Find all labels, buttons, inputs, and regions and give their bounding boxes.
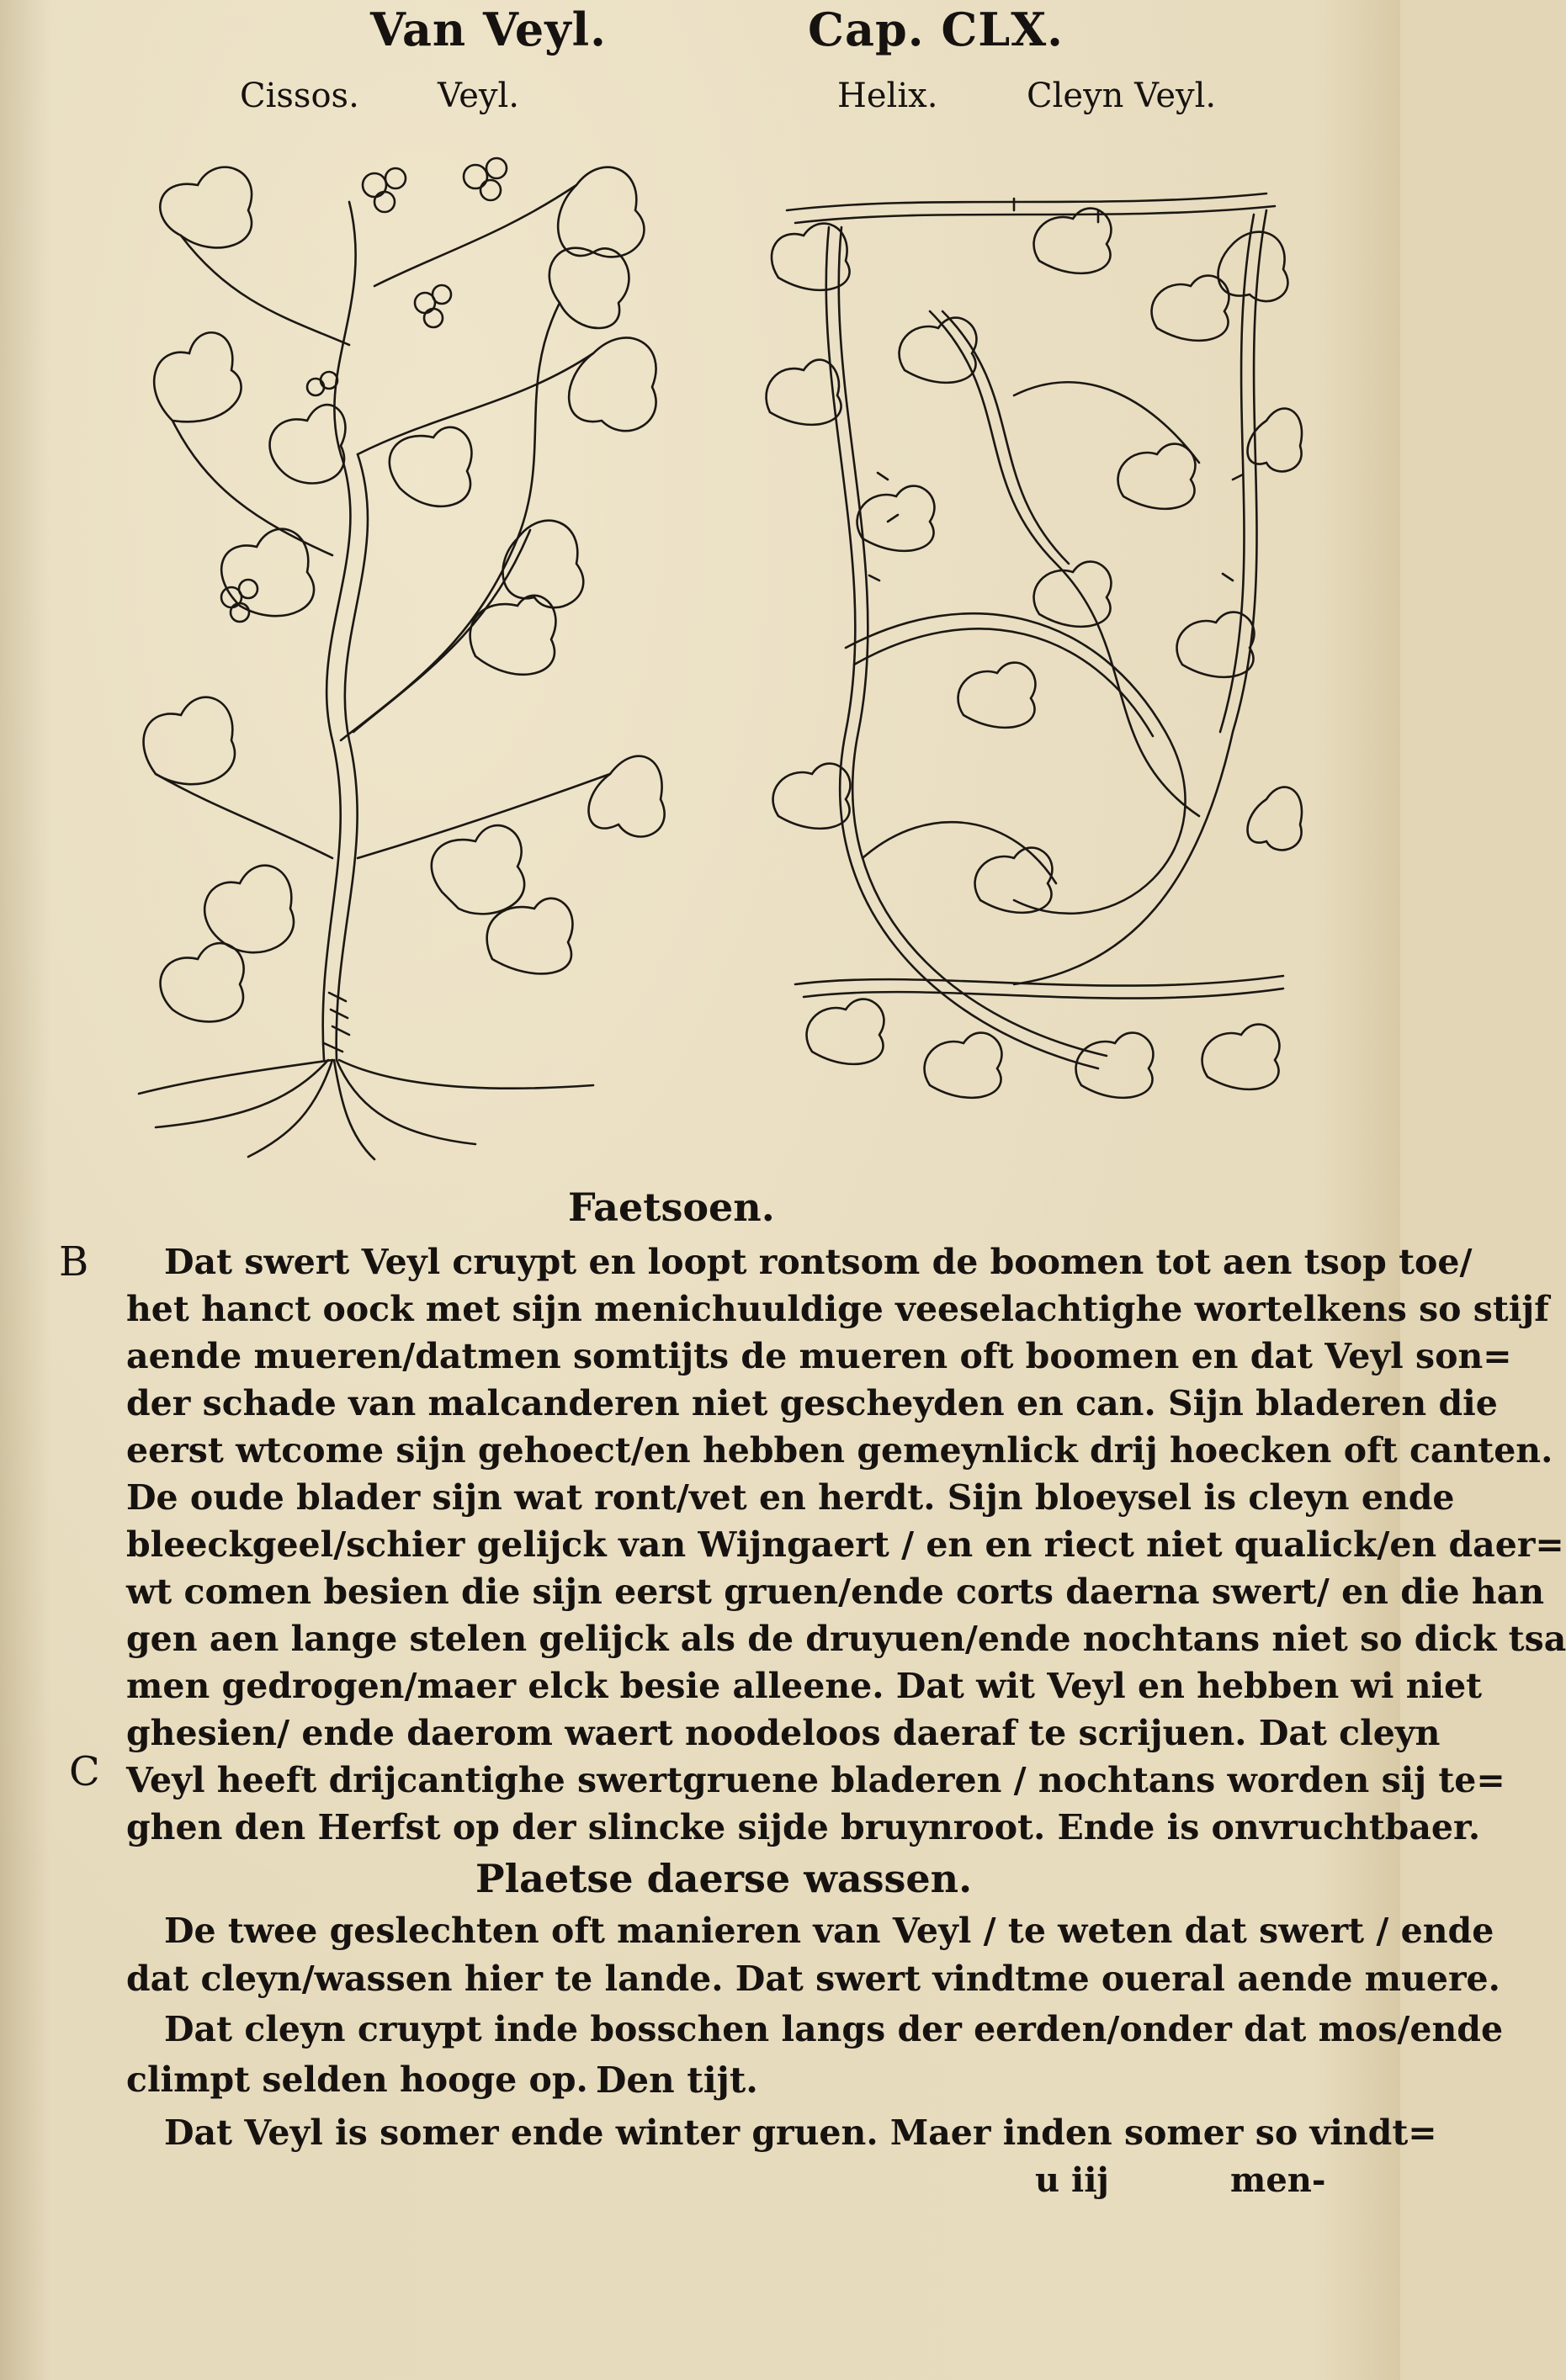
figure-2-name-right: Cleyn Veyl. — [1027, 77, 1217, 115]
figure-1-name-right: Veyl. — [438, 77, 519, 115]
body-line-2: het hanct oock met sijn menichuuldige veeselachtighe wortelkens so stijf — [126, 1289, 1549, 1329]
body-line-9: gen aen lange stelen gelijck als de druyuen/ende nochtans niet so dick tsa — [126, 1619, 1566, 1659]
body-line-5: eerst wtcome sijn gehoect/en hebben gemeynlick drij hoecken oft canten. — [126, 1430, 1553, 1471]
body-line-4: der schade van malcanderen niet gescheyden en can. Sijn bladeren die — [126, 1383, 1498, 1423]
body-line-1: Dat swert Veyl cruypt en loopt rontsom de boomen tot aen tsop toe/ — [164, 1242, 1473, 1282]
signature-mark: u iij — [1035, 2160, 1109, 2200]
section-heading-plaetse: Plaetse daerse wassen. — [475, 1856, 973, 1901]
body-line-3: aende mueren/datmen somtijts de mueren oft boomen en dat Veyl son= — [126, 1336, 1512, 1376]
body-line-6: De oude blader sijn wat ront/vet en herdt. Sijn bloeysel is cleyn ende — [126, 1477, 1455, 1518]
section-heading-tijt: Den tijt. — [596, 2059, 758, 2101]
body-line-8: wt comen besien die sijn eerst gruen/ende corts daerna swert/ en die han — [126, 1572, 1545, 1612]
catchword: men- — [1230, 2160, 1326, 2200]
place-line-1: De twee geslechten oft manieren van Veyl / te weten dat swert / ende — [164, 1911, 1494, 1951]
chapter-number: Cap. CLX. — [808, 3, 1064, 56]
ivy-woodcut-illustration — [122, 135, 677, 1161]
place-line-4: climpt selden hooge op. — [126, 2059, 588, 2100]
place-line-2: dat cleyn/wassen hier te lande. Dat swert vindtme oueral aende muere. — [126, 1959, 1500, 1999]
figure-2-name-left: Helix. — [837, 77, 938, 115]
section-heading-facetsoen: Faetsoen. — [568, 1185, 775, 1230]
body-line-13: ghen den Herfst op der slincke sijde bruynroot. Ende is onvruchtbaer. — [126, 1807, 1481, 1847]
small-ivy-woodcut-illustration — [762, 143, 1309, 1153]
place-line-3: Dat cleyn cruypt inde bosschen langs der eerden/onder dat mos/ende — [164, 2009, 1504, 2049]
body-line-12: Veyl heeft drijcantighe swertgruene bladeren / nochtans worden sij te= — [126, 1760, 1505, 1800]
body-line-7: bleeckgeel/schier gelijck van Wijngaert / en en riect niet qualick/en daer= — [126, 1524, 1564, 1565]
running-title: Van Veyl. — [370, 3, 607, 56]
figure-1-name-left: Cissos. — [240, 77, 359, 115]
margin-letter-c: C — [69, 1748, 100, 1795]
time-line: Dat Veyl is somer ende winter gruen. Maer inden somer so vindt= — [164, 2112, 1437, 2153]
margin-letter-b: B — [59, 1238, 89, 1285]
body-line-10: men gedrogen/maer elck besie alleene. Dat wit Veyl en hebben wi niet — [126, 1666, 1483, 1706]
body-line-11: ghesien/ ende daerom waert noodeloos daeraf te scrijuen. Dat cleyn — [126, 1713, 1441, 1753]
